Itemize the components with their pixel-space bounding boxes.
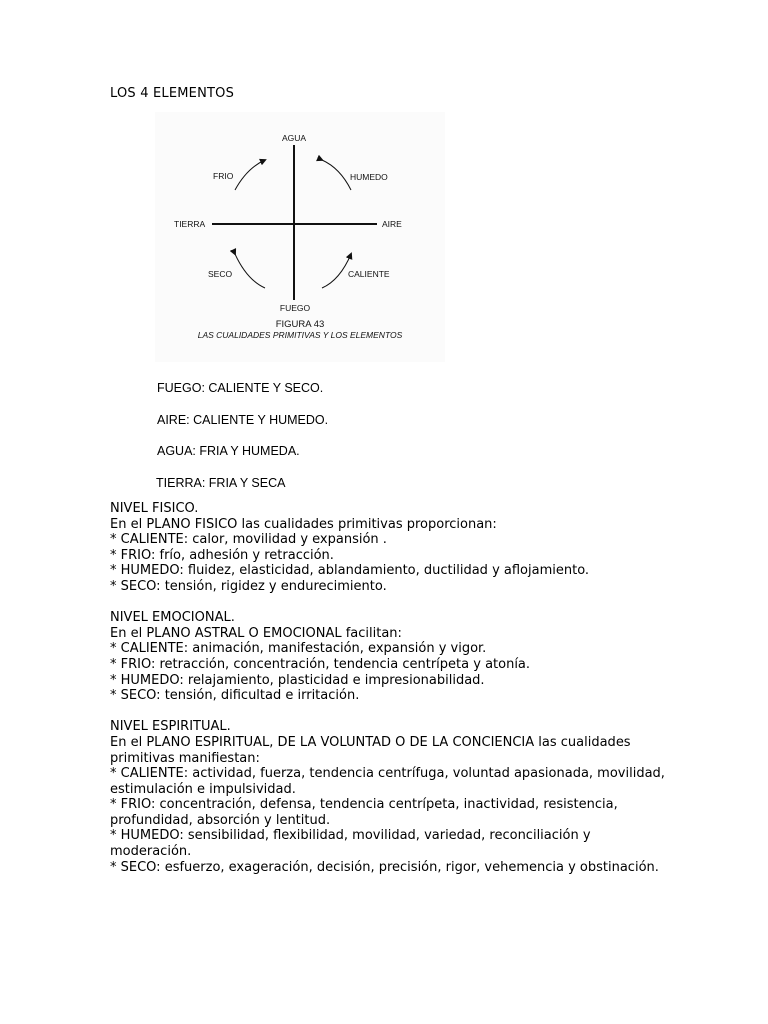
list-item: * SECO: esfuerzo, exageración, decisión, precisión, rigor, vehemencia y obstinación. [110, 859, 659, 875]
label-caliente: CALIENTE [348, 269, 390, 279]
list-item: * HUMEDO: sensibilidad, flexibilidad, movilidad, variedad, reconciliación y moderación. [110, 828, 591, 860]
list-item: * FRIO: frío, adhesión y retracción. [110, 547, 334, 563]
list-item: * HUMEDO: fluidez, elasticidad, ablandamiento, ductilidad y aflojamiento. [110, 563, 590, 579]
list-item: * FRIO: retracción, concentración, tendencia centrípeta y atonía. [110, 656, 531, 672]
list-item: * CALIENTE: actividad, fuerza, tendencia centrífuga, voluntad apasionada, movilidad, estimulación e impulsividad. [110, 766, 665, 797]
figure-caption: LAS CUALIDADES PRIMITIVAS Y LOS ELEMENTOS [197, 330, 403, 340]
arrow-lower-left [235, 254, 265, 288]
label-frio: FRIO [213, 171, 234, 181]
arrow-lower-right [322, 254, 351, 288]
section-intro: En el PLANO ASTRAL O EMOCIONAL facilitan: [110, 625, 402, 641]
arrow-upper-left [235, 160, 265, 190]
summary-aire: AIRE: CALIENTE Y HUMEDO. [157, 413, 329, 427]
section-heading: NIVEL ESPIRITUAL. [110, 719, 231, 735]
document-body [110, 501, 670, 891]
label-tierra: TIERRA [174, 219, 206, 229]
label-fuego: FUEGO [279, 303, 311, 313]
elements-figure [155, 112, 445, 362]
summary-tierra: TIERRA: FRIA Y SECA [156, 476, 286, 490]
label-aire: AIRE [382, 219, 402, 229]
list-item: * FRIO: concentración, defensa, tendencia centrípeta, inactividad, resistencia, profundidad, absorción y lentitud. [110, 797, 618, 828]
label-agua: AGUA [281, 133, 307, 143]
section-nivel-fisico [110, 501, 670, 595]
section-nivel-espiritual [110, 719, 670, 875]
label-humedo: HUMEDO [350, 172, 388, 182]
list-item: * HUMEDO: relajamiento, plasticidad e impresionabilidad. [110, 672, 485, 688]
section-intro: En el PLANO ESPIRITUAL, DE LA VOLUNTAD O DE LA CONCIENCIA las cualidades primitivas manifiestan: [110, 734, 631, 766]
figure-number: FIGURA 43 [275, 319, 325, 330]
section-nivel-emocional [110, 610, 670, 704]
section-heading: NIVEL FISICO. [110, 501, 199, 516]
list-item: * CALIENTE: animación, manifestación, expansión y vigor. [110, 641, 487, 657]
list-item: * SECO: tensión, rigidez y endurecimiento. [110, 578, 387, 594]
section-heading: NIVEL EMOCIONAL. [110, 610, 235, 626]
label-seco: SECO [208, 269, 233, 279]
list-item: * SECO: tensión, dificultad e irritación. [110, 688, 360, 704]
summary-agua: AGUA: FRIA Y HUMEDA. [157, 444, 300, 458]
summary-fuego: FUEGO: CALIENTE Y SECO. [157, 381, 324, 395]
arrow-upper-right [322, 160, 351, 190]
section-intro: En el PLANO FISICO las cualidades primitivas proporcionan: [110, 516, 497, 532]
elements-diagram [155, 112, 445, 362]
list-item: * CALIENTE: calor, movilidad y expansión . [110, 532, 387, 548]
page-title: LOS 4 ELEMENTOS [110, 86, 235, 101]
